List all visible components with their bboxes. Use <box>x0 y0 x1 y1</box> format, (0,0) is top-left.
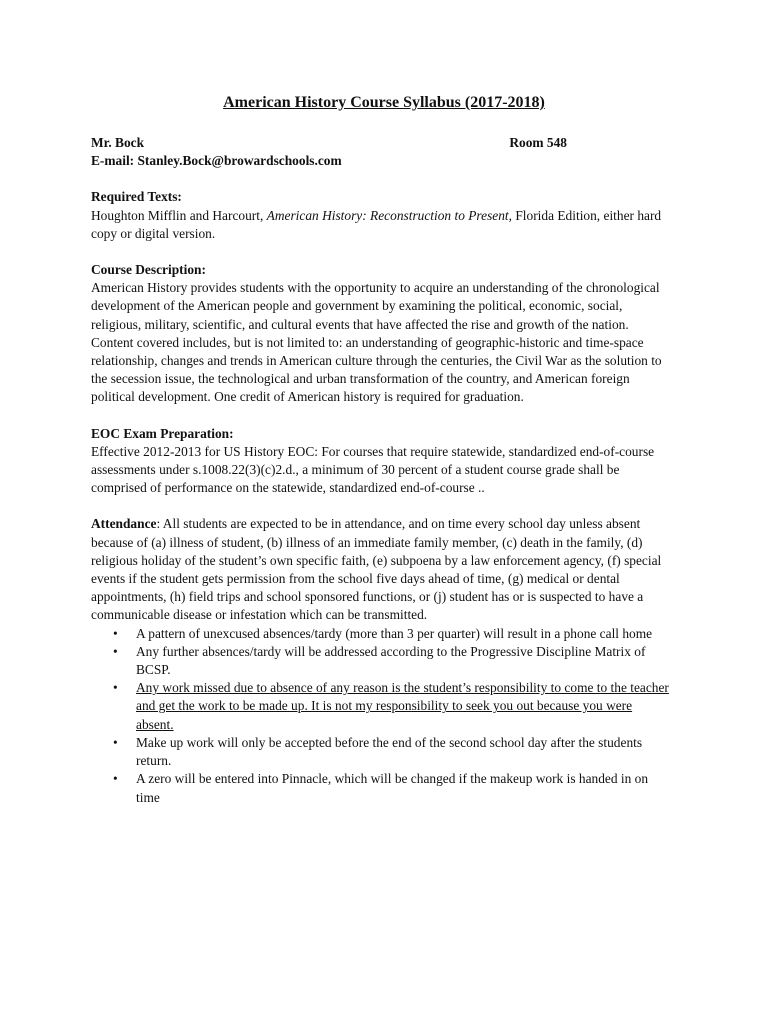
required-texts-section <box>91 188 671 243</box>
required-texts-body <box>91 207 671 243</box>
room-number: Room 548 <box>509 135 567 150</box>
eoc-heading: EOC Exam Preparation: <box>91 425 234 441</box>
attendance-heading: Attendance <box>91 516 157 532</box>
bullet-icon: • <box>113 771 118 787</box>
course-description-heading: Course Description: <box>91 262 206 278</box>
course-description-section <box>91 261 671 407</box>
list-item <box>91 625 671 643</box>
bullet-icon: • <box>113 680 118 696</box>
eoc-section <box>91 425 671 498</box>
teacher-email: E-mail: Stanley.Bock@browardschools.com <box>91 153 342 169</box>
syllabus-page <box>91 92 671 807</box>
list-item-text: Make up work will only be accepted before the end of the second school day after the students return. <box>136 734 643 769</box>
attendance-text: : All students are expected to be in attendance, and on time every school day unless absent because of (a) illness of student, (b) illness of an immediate family member, (c) death in the family, (d) religious holiday of the student’s own specific faith, (e) subpoena by a law enforcement agency, (f) special events if the student gets permission from the school five days ahead of time, (g) medical or dental appointments, (h) field trips and school sponsored functions, or (j) student has or is suspected to have a communicable disease or infestation which can be transmitted. <box>91 516 662 623</box>
course-description-body: American History provides students with the opportunity to acquire an understanding of the chronological development of the American people and government by examining the political, economic, social, religious, military, scientific, and cultural events that have affected the rise and growth of the nation. Content covered includes, but is not limited to: an understanding of geographic-historic and time-space relationship, changes and trends in American culture through the centuries, the Civil War as the solution to the secession issue, the technological and urban transformation of the country, and American foreign political development. One credit of American history is required for graduation. <box>91 280 662 405</box>
required-texts-rest: Florida Edition, either hard copy or digital version. <box>91 207 662 241</box>
page-title: American History Course Syllabus (2017-2018) <box>223 94 545 111</box>
publisher-text: Houghton Mifflin and Harcourt, <box>91 207 267 223</box>
bullet-icon: • <box>113 734 118 750</box>
list-item <box>91 770 671 806</box>
list-item <box>91 679 671 734</box>
attendance-section <box>91 515 671 806</box>
list-item <box>91 734 671 770</box>
list-item-text: Any work missed due to absence of any reason is the student’s responsibility to come to the teacher and get the work to be made up. It is not my responsibility to seek you out because you were absent. <box>136 680 669 732</box>
required-texts-heading: Required Texts: <box>91 189 182 205</box>
list-item-text: A pattern of unexcused absences/tardy (more than 3 per quarter) will result in a phone call home <box>136 625 653 641</box>
book-title: American History: Reconstruction to Present, <box>266 207 512 223</box>
bullet-icon: • <box>113 625 118 641</box>
teacher-info-row <box>91 134 671 152</box>
attendance-body <box>91 515 671 624</box>
list-item <box>91 643 671 679</box>
teacher-name: Mr. Bock <box>91 135 145 150</box>
eoc-body: Effective 2012-2013 for US History EOC: For courses that require statewide, standardized end-of-course assessments under s.1008.22(3)(c)2.d., a minimum of 30 percent of a student course grade shall be comprised of performance on the statewide, standardized end-of-course .. <box>91 443 655 496</box>
attendance-bullet-list <box>91 625 671 807</box>
list-item-text: Any further absences/tardy will be addressed according to the Progressive Discipline Matrix of BCSP. <box>136 643 646 678</box>
bullet-icon: • <box>113 643 118 659</box>
list-item-text: A zero will be entered into Pinnacle, which will be changed if the makeup work is handed in on time <box>136 771 649 805</box>
